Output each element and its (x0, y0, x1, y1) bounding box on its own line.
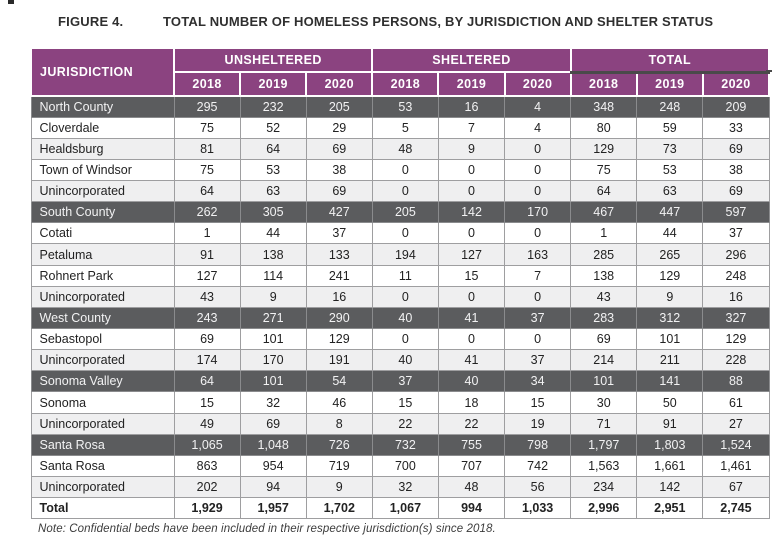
jurisdiction-cell: West County (31, 307, 174, 328)
value-cell: 37 (703, 223, 769, 244)
value-cell: 0 (372, 159, 438, 180)
value-cell: 241 (306, 265, 372, 286)
value-cell: 53 (372, 96, 438, 117)
table-note: Note: Confidential beds have been included in their respective jurisdiction(s) since 2018. (38, 523, 496, 535)
value-cell: 16 (703, 286, 769, 307)
value-cell: 312 (637, 307, 703, 328)
year-header-total-2018: 2018 (571, 72, 637, 96)
jurisdiction-cell: Unincorporated (31, 181, 174, 202)
value-cell: 205 (372, 202, 438, 223)
value-cell: 1,067 (372, 498, 438, 519)
value-cell: 1,803 (637, 434, 703, 455)
value-cell: 64 (240, 138, 306, 159)
table-row (31, 138, 769, 159)
value-cell: 1 (571, 223, 637, 244)
table-row (31, 96, 769, 117)
value-cell: 700 (372, 455, 438, 476)
value-cell: 0 (505, 138, 571, 159)
jurisdiction-cell: Santa Rosa (31, 455, 174, 476)
value-cell: 18 (438, 392, 504, 413)
value-cell: 348 (571, 96, 637, 117)
value-cell: 232 (240, 96, 306, 117)
jurisdiction-cell: Unincorporated (31, 477, 174, 498)
value-cell: 129 (306, 329, 372, 350)
jurisdiction-cell: Sebastopol (31, 329, 174, 350)
value-cell: 40 (372, 350, 438, 371)
value-cell: 15 (372, 392, 438, 413)
value-cell: 954 (240, 455, 306, 476)
value-cell: 69 (306, 181, 372, 202)
value-cell: 81 (174, 138, 240, 159)
value-cell: 37 (505, 350, 571, 371)
value-cell: 54 (306, 371, 372, 392)
value-cell: 101 (240, 371, 306, 392)
value-cell: 43 (571, 286, 637, 307)
value-cell: 2,996 (571, 498, 637, 519)
table-row (31, 434, 769, 455)
value-cell: 32 (372, 477, 438, 498)
value-cell: 63 (240, 181, 306, 202)
value-cell: 101 (240, 329, 306, 350)
value-cell: 15 (174, 392, 240, 413)
table-row (31, 181, 769, 202)
value-cell: 37 (505, 307, 571, 328)
value-cell: 248 (637, 96, 703, 117)
value-cell: 1,461 (703, 455, 769, 476)
value-cell: 447 (637, 202, 703, 223)
value-cell: 141 (637, 371, 703, 392)
value-cell: 0 (505, 223, 571, 244)
year-header-sheltered-2020: 2020 (505, 72, 571, 96)
table-header (31, 48, 769, 96)
jurisdiction-cell: Unincorporated (31, 413, 174, 434)
value-cell: 5 (372, 117, 438, 138)
value-cell: 1,929 (174, 498, 240, 519)
value-cell: 2,951 (637, 498, 703, 519)
value-cell: 41 (438, 307, 504, 328)
value-cell: 0 (438, 181, 504, 202)
year-header-sheltered-2019: 2019 (438, 72, 504, 96)
value-cell: 327 (703, 307, 769, 328)
year-header-unsheltered-2018: 2018 (174, 72, 240, 96)
value-cell: 427 (306, 202, 372, 223)
table-row (31, 223, 769, 244)
table-row (31, 286, 769, 307)
table-row (31, 498, 769, 519)
value-cell: 37 (372, 371, 438, 392)
value-cell: 22 (372, 413, 438, 434)
value-cell: 69 (240, 413, 306, 434)
value-cell: 52 (240, 117, 306, 138)
value-cell: 34 (505, 371, 571, 392)
value-cell: 101 (571, 371, 637, 392)
jurisdiction-cell: Cloverdale (31, 117, 174, 138)
jurisdiction-cell: North County (31, 96, 174, 117)
value-cell: 163 (505, 244, 571, 265)
value-cell: 15 (505, 392, 571, 413)
jurisdiction-cell: Santa Rosa (31, 434, 174, 455)
value-cell: 742 (505, 455, 571, 476)
value-cell: 9 (438, 138, 504, 159)
value-cell: 48 (438, 477, 504, 498)
value-cell: 133 (306, 244, 372, 265)
value-cell: 129 (571, 138, 637, 159)
page-crop-artifact (8, 0, 14, 4)
table-row (31, 477, 769, 498)
group-header-unsheltered: UNSHELTERED (174, 48, 372, 72)
value-cell: 2,745 (703, 498, 769, 519)
jurisdiction-cell: Petaluma (31, 244, 174, 265)
value-cell: 0 (372, 329, 438, 350)
value-cell: 43 (174, 286, 240, 307)
value-cell: 9 (240, 286, 306, 307)
table-row (31, 392, 769, 413)
value-cell: 296 (703, 244, 769, 265)
value-cell: 142 (438, 202, 504, 223)
figure-caption: TOTAL NUMBER OF HOMELESS PERSONS, BY JURISDICTION AND SHELTER STATUS (163, 14, 714, 29)
value-cell: 7 (505, 265, 571, 286)
value-cell: 1,957 (240, 498, 306, 519)
value-cell: 44 (637, 223, 703, 244)
value-cell: 64 (174, 181, 240, 202)
value-cell: 129 (703, 329, 769, 350)
value-cell: 114 (240, 265, 306, 286)
value-cell: 994 (438, 498, 504, 519)
value-cell: 9 (637, 286, 703, 307)
value-cell: 88 (703, 371, 769, 392)
value-cell: 38 (703, 159, 769, 180)
value-cell: 0 (505, 286, 571, 307)
group-header-sheltered: SHELTERED (372, 48, 570, 72)
jurisdiction-cell: Town of Windsor (31, 159, 174, 180)
value-cell: 67 (703, 477, 769, 498)
jurisdiction-cell: Unincorporated (31, 286, 174, 307)
value-cell: 50 (637, 392, 703, 413)
value-cell: 707 (438, 455, 504, 476)
value-cell: 191 (306, 350, 372, 371)
value-cell: 174 (174, 350, 240, 371)
value-cell: 80 (571, 117, 637, 138)
value-cell: 27 (703, 413, 769, 434)
value-cell: 129 (637, 265, 703, 286)
value-cell: 0 (438, 286, 504, 307)
value-cell: 0 (372, 223, 438, 244)
table-row (31, 117, 769, 138)
value-cell: 64 (174, 371, 240, 392)
value-cell: 719 (306, 455, 372, 476)
year-header-unsheltered-2020: 2020 (306, 72, 372, 96)
jurisdiction-cell: Sonoma Valley (31, 371, 174, 392)
value-cell: 1,048 (240, 434, 306, 455)
value-cell: 170 (505, 202, 571, 223)
value-cell: 243 (174, 307, 240, 328)
value-cell: 46 (306, 392, 372, 413)
value-cell: 863 (174, 455, 240, 476)
value-cell: 0 (372, 181, 438, 202)
value-cell: 0 (438, 159, 504, 180)
value-cell: 41 (438, 350, 504, 371)
value-cell: 138 (240, 244, 306, 265)
value-cell: 16 (306, 286, 372, 307)
value-cell: 170 (240, 350, 306, 371)
value-cell: 48 (372, 138, 438, 159)
table-row (31, 413, 769, 434)
year-header-total-2019: 2019 (637, 72, 703, 96)
value-cell: 228 (703, 350, 769, 371)
value-cell: 755 (438, 434, 504, 455)
value-cell: 265 (637, 244, 703, 265)
value-cell: 0 (505, 329, 571, 350)
value-cell: 30 (571, 392, 637, 413)
value-cell: 53 (240, 159, 306, 180)
value-cell: 7 (438, 117, 504, 138)
table-row (31, 159, 769, 180)
value-cell: 69 (571, 329, 637, 350)
jurisdiction-cell: Healdsburg (31, 138, 174, 159)
value-cell: 127 (438, 244, 504, 265)
value-cell: 75 (571, 159, 637, 180)
value-cell: 32 (240, 392, 306, 413)
value-cell: 8 (306, 413, 372, 434)
value-cell: 4 (505, 117, 571, 138)
value-cell: 0 (505, 159, 571, 180)
value-cell: 59 (637, 117, 703, 138)
jurisdiction-cell: South County (31, 202, 174, 223)
value-cell: 71 (571, 413, 637, 434)
value-cell: 29 (306, 117, 372, 138)
value-cell: 467 (571, 202, 637, 223)
value-cell: 69 (306, 138, 372, 159)
value-cell: 283 (571, 307, 637, 328)
value-cell: 0 (372, 286, 438, 307)
value-cell: 0 (505, 181, 571, 202)
jurisdiction-cell: Cotati (31, 223, 174, 244)
value-cell: 40 (438, 371, 504, 392)
value-cell: 1,065 (174, 434, 240, 455)
value-cell: 63 (637, 181, 703, 202)
jurisdiction-header: JURISDICTION (31, 48, 174, 96)
value-cell: 205 (306, 96, 372, 117)
value-cell: 798 (505, 434, 571, 455)
value-cell: 91 (174, 244, 240, 265)
value-cell: 101 (637, 329, 703, 350)
value-cell: 53 (637, 159, 703, 180)
value-cell: 75 (174, 117, 240, 138)
value-cell: 0 (438, 223, 504, 244)
value-cell: 234 (571, 477, 637, 498)
value-cell: 1,563 (571, 455, 637, 476)
value-cell: 732 (372, 434, 438, 455)
jurisdiction-cell: Total (31, 498, 174, 519)
value-cell: 94 (240, 477, 306, 498)
homeless-persons-table (30, 47, 770, 519)
value-cell: 127 (174, 265, 240, 286)
value-cell: 305 (240, 202, 306, 223)
value-cell: 1,702 (306, 498, 372, 519)
value-cell: 16 (438, 96, 504, 117)
value-cell: 211 (637, 350, 703, 371)
value-cell: 33 (703, 117, 769, 138)
value-cell: 73 (637, 138, 703, 159)
value-cell: 262 (174, 202, 240, 223)
value-cell: 38 (306, 159, 372, 180)
value-cell: 0 (438, 329, 504, 350)
value-cell: 248 (703, 265, 769, 286)
jurisdiction-cell: Rohnert Park (31, 265, 174, 286)
value-cell: 202 (174, 477, 240, 498)
value-cell: 11 (372, 265, 438, 286)
value-cell: 285 (571, 244, 637, 265)
value-cell: 61 (703, 392, 769, 413)
value-cell: 142 (637, 477, 703, 498)
value-cell: 9 (306, 477, 372, 498)
value-cell: 69 (703, 181, 769, 202)
value-cell: 19 (505, 413, 571, 434)
value-cell: 1 (174, 223, 240, 244)
figure-title (58, 14, 713, 29)
value-cell: 209 (703, 96, 769, 117)
value-cell: 40 (372, 307, 438, 328)
value-cell: 138 (571, 265, 637, 286)
value-cell: 49 (174, 413, 240, 434)
table-row (31, 202, 769, 223)
table-row (31, 265, 769, 286)
table-row (31, 455, 769, 476)
value-cell: 295 (174, 96, 240, 117)
value-cell: 69 (174, 329, 240, 350)
jurisdiction-cell: Sonoma (31, 392, 174, 413)
value-cell: 64 (571, 181, 637, 202)
value-cell: 271 (240, 307, 306, 328)
value-cell: 726 (306, 434, 372, 455)
table-row (31, 307, 769, 328)
value-cell: 194 (372, 244, 438, 265)
table-row (31, 350, 769, 371)
value-cell: 91 (637, 413, 703, 434)
value-cell: 290 (306, 307, 372, 328)
value-cell: 597 (703, 202, 769, 223)
value-cell: 214 (571, 350, 637, 371)
value-cell: 44 (240, 223, 306, 244)
total-rule-stub (766, 70, 772, 72)
value-cell: 75 (174, 159, 240, 180)
value-cell: 1,661 (637, 455, 703, 476)
table-row (31, 371, 769, 392)
year-header-total-2020: 2020 (703, 72, 769, 96)
jurisdiction-cell: Unincorporated (31, 350, 174, 371)
value-cell: 1,033 (505, 498, 571, 519)
value-cell: 1,524 (703, 434, 769, 455)
table-row (31, 329, 769, 350)
group-header-row (31, 48, 769, 72)
year-header-unsheltered-2019: 2019 (240, 72, 306, 96)
table-row (31, 244, 769, 265)
value-cell: 4 (505, 96, 571, 117)
value-cell: 1,797 (571, 434, 637, 455)
group-header-total: TOTAL (571, 48, 769, 72)
value-cell: 69 (703, 138, 769, 159)
value-cell: 37 (306, 223, 372, 244)
value-cell: 56 (505, 477, 571, 498)
value-cell: 22 (438, 413, 504, 434)
value-cell: 15 (438, 265, 504, 286)
year-header-sheltered-2018: 2018 (372, 72, 438, 96)
figure-label: FIGURE 4. (58, 14, 124, 29)
table-body (31, 96, 769, 519)
